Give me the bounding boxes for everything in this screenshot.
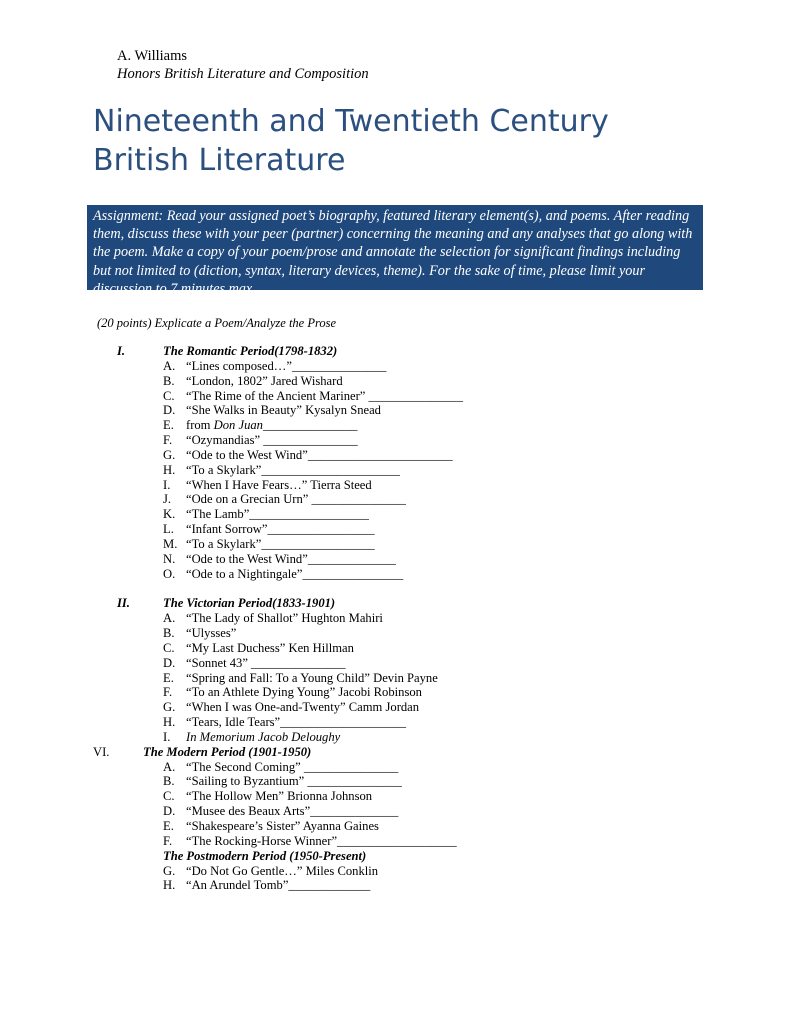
section-title: The Victorian Period(1833-1901): [163, 596, 336, 611]
item-text: “The Lady of Shallot” Hughton Mahiri: [186, 611, 383, 626]
item-text: “To an Athlete Dying Young” Jacobi Robinson: [186, 685, 422, 700]
section-heading: [0, 596, 791, 611]
item-letter: N.: [163, 551, 176, 566]
item-letter: G.: [163, 863, 176, 878]
item-text: “The Second Coming” _______________: [186, 759, 399, 774]
list-item: [0, 819, 791, 834]
item-letter: D.: [163, 403, 176, 418]
item-text: “The Rime of the Ancient Mariner” _______________: [186, 388, 463, 403]
literature-outline: [0, 344, 791, 893]
list-item: [0, 641, 791, 656]
item-letter: M.: [163, 536, 178, 551]
item-letter: G.: [163, 447, 176, 462]
item-text: “Sonnet 43” _______________: [186, 655, 346, 670]
item-letter: I.: [163, 477, 171, 492]
list-item: [0, 507, 791, 522]
item-text: “London, 1802” Jared Wishard: [186, 373, 343, 388]
section-heading: [0, 745, 791, 760]
item-text: “Musee des Beaux Arts”______________: [186, 804, 399, 819]
item-text: “My Last Duchess” Ken Hillman: [186, 640, 354, 655]
list-item: [0, 403, 791, 418]
item-letter: A.: [163, 759, 176, 774]
list-item: [0, 448, 791, 463]
item-letter: H.: [163, 462, 176, 477]
list-item: [0, 389, 791, 404]
list-item: [0, 611, 791, 626]
section-number: VI.: [93, 744, 110, 759]
item-letter: B.: [163, 626, 175, 641]
item-letter: I.: [163, 729, 171, 744]
item-letter: B.: [163, 373, 175, 388]
list-item: [0, 834, 791, 849]
list-item: [0, 878, 791, 893]
item-letter: A.: [163, 358, 176, 373]
list-item: [0, 789, 791, 804]
item-text: [186, 730, 340, 745]
list-item: [0, 374, 791, 389]
item-letter: C.: [163, 640, 175, 655]
list-item: [0, 715, 791, 730]
item-text: “The Lamb”___________________: [186, 507, 369, 522]
item-letter: J.: [163, 492, 172, 507]
item-text: “Infant Sorrow”_________________: [186, 522, 375, 537]
list-item: [0, 774, 791, 789]
item-text: “Ode to the West Wind”______________: [186, 551, 396, 566]
list-item: [0, 567, 791, 582]
item-text: “Shakespeare’s Sister” Ayanna Gaines: [186, 819, 379, 833]
item-letter: D.: [163, 804, 176, 819]
item-text: “Tears, Idle Tears”____________________: [186, 715, 407, 730]
list-item: [0, 700, 791, 715]
item-text: “Spring and Fall: To a Young Child” Devin Payne: [186, 670, 438, 685]
item-letter: F.: [163, 685, 173, 700]
list-item: [0, 492, 791, 507]
item-letter: E.: [163, 418, 174, 433]
item-text: “When I was One-and-Twenty” Camm Jordan: [186, 700, 420, 715]
item-letter: G.: [163, 700, 176, 715]
author-name: A. Williams: [117, 48, 188, 64]
item-letter: A.: [163, 611, 176, 626]
list-item: [0, 552, 791, 567]
item-text: “To a Skylark”__________________: [186, 536, 375, 551]
item-text: “The Hollow Men” Brionna Johnson: [186, 789, 373, 804]
item-text: “An Arundel Tomb”_____________: [186, 878, 371, 893]
list-item: [0, 864, 791, 879]
item-text: from Don Juan_______________: [186, 418, 358, 433]
item-letter: D.: [163, 655, 176, 670]
item-letter: H.: [163, 715, 176, 730]
section-title: The Romantic Period(1798-1832): [163, 344, 338, 358]
list-item: [0, 730, 791, 745]
item-text: “To a Skylark”______________________: [186, 462, 400, 477]
item-letter: L.: [163, 522, 174, 537]
title-line-1: Nineteenth and Twentieth Century: [93, 104, 609, 139]
item-text: “Ode on a Grecian Urn” _______________: [186, 492, 406, 507]
item-text: “When I Have Fears…” Tierra Steed: [186, 477, 372, 492]
list-item: [0, 760, 791, 775]
course-name: Honors British Literature and Composition: [117, 66, 369, 82]
section-heading: [0, 344, 791, 359]
document-header: [117, 47, 369, 83]
item-letter: F.: [163, 433, 173, 448]
section-number: I.: [117, 344, 126, 358]
item-text: “Ozymandias” _______________: [186, 433, 358, 448]
list-item: [0, 804, 791, 819]
title-line-2: British Literature: [93, 143, 346, 178]
list-item: [0, 433, 791, 448]
item-text: “Lines composed…”_______________: [186, 358, 387, 373]
list-item: [0, 418, 791, 433]
list-item: [0, 463, 791, 478]
list-item: [0, 522, 791, 537]
item-text: “The Rocking-Horse Winner”___________________: [186, 833, 457, 848]
item-letter: E.: [163, 670, 174, 685]
section-heading: [0, 849, 791, 864]
item-letter: F.: [163, 833, 173, 848]
list-item: [0, 537, 791, 552]
item-italic-title: In Memorium Jacob Deloughy: [186, 729, 341, 744]
item-letter: C.: [163, 388, 175, 403]
section-spacer: [0, 582, 791, 597]
list-item: [0, 626, 791, 641]
list-item: [0, 656, 791, 671]
list-item: [0, 359, 791, 374]
points-note: (20 points) Explicate a Poem/Analyze the Prose: [97, 316, 337, 330]
item-text: “Do Not Go Gentle…” Miles Conklin: [186, 863, 379, 878]
item-letter: K.: [163, 507, 176, 522]
item-text: “Ode to the West Wind”_______________________: [186, 447, 453, 462]
section-title: The Postmodern Period (1950-Present): [163, 848, 367, 863]
list-item: [0, 671, 791, 686]
item-text: “Sailing to Byzantium” _______________: [186, 774, 402, 789]
item-letter: C.: [163, 789, 175, 804]
item-text: “Ulysses”: [186, 626, 237, 641]
item-letter: O.: [163, 566, 176, 581]
page-title: [93, 102, 733, 180]
list-item: [0, 685, 791, 700]
section-title: The Modern Period (1901-1950): [143, 744, 312, 759]
item-text: “She Walks in Beauty” Kysalyn Snead: [186, 403, 381, 418]
item-italic-title: Don Juan: [213, 418, 263, 433]
section-number: II.: [117, 596, 130, 611]
item-text: “Ode to a Nightingale”________________: [186, 566, 404, 581]
list-item: [0, 478, 791, 493]
item-letter: H.: [163, 878, 176, 893]
item-letter: B.: [163, 774, 175, 789]
assignment-box: Assignment: Read your assigned poet’s biography, featured literary element(s), and poems. After reading them, discuss these with your peer (partner) concerning the meaning and any analyses that go along with the poem. Make a copy of your poem/prose and annotate the selection for significant findings including but not limited to (diction, syntax, literary devices, theme). For the sake of time, please limit your discussion to 7 minutes max.: [87, 205, 703, 290]
item-letter: E.: [163, 819, 174, 833]
